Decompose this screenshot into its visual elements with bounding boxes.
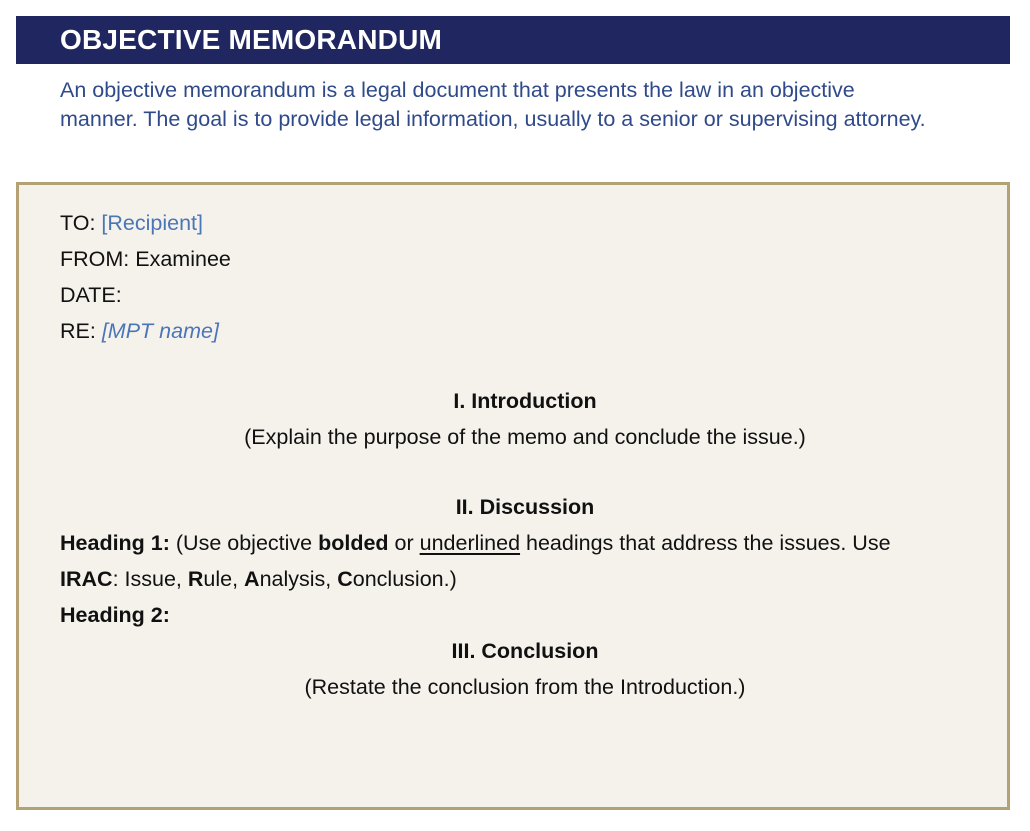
heading1-label: Heading 1:: [60, 531, 170, 555]
from-label: FROM:: [60, 247, 136, 271]
intro-paragraph: [60, 76, 1020, 134]
irac-c: C: [337, 567, 353, 591]
date-label: DATE:: [60, 283, 122, 307]
irac-r: R: [187, 567, 204, 591]
re-label: RE:: [60, 319, 102, 343]
conclusion-heading: III. Conclusion: [451, 639, 599, 663]
irac-a: A: [244, 567, 260, 591]
discussion-heading: II. Discussion: [455, 495, 595, 519]
irac-issue: : Issue,: [112, 567, 188, 591]
spacer: [60, 349, 990, 383]
bolded-word: bolded: [318, 531, 389, 555]
memo-template-box: [16, 182, 1010, 810]
heading1-text-b: or: [388, 531, 420, 555]
discussion-heading1-line: [60, 525, 990, 561]
intro-line-1: An objective memorandum is a legal document that presents the law in an objective: [60, 78, 855, 102]
introduction-instructions: (Explain the purpose of the memo and conclude the issue.): [244, 425, 806, 449]
heading2-label: Heading 2:: [60, 603, 170, 627]
introduction-heading: I. Introduction: [453, 389, 597, 413]
spacer: [60, 455, 990, 489]
irac-rule: ule,: [203, 567, 245, 591]
irac-line: [60, 561, 990, 597]
memo-re-line: [60, 313, 990, 349]
memo-date-line: [60, 277, 990, 313]
memo-from-line: [60, 241, 990, 277]
heading1-text-a: (Use objective: [169, 531, 319, 555]
underlined-word: underlined: [419, 531, 521, 555]
memo-to-line: [60, 205, 990, 241]
intro-line-2: manner. The goal is to provide legal information, usually to a senior or supervising attorney.: [60, 107, 926, 131]
page-title: OBJECTIVE MEMORANDUM: [60, 24, 443, 55]
re-mpt-name-placeholder: [MPT name]: [101, 319, 219, 343]
memo-content: [60, 205, 990, 705]
to-label: TO:: [60, 211, 102, 235]
irac-label: IRAC: [60, 567, 113, 591]
irac-conclusion: onclusion.): [352, 567, 457, 591]
to-recipient-placeholder: [Recipient]: [101, 211, 204, 235]
from-value: Examinee: [135, 247, 231, 271]
irac-analysis: nalysis,: [259, 567, 338, 591]
heading1-text-c: headings that address the issues. Use: [520, 531, 891, 555]
header-banner: [16, 16, 1010, 64]
conclusion-instructions: (Restate the conclusion from the Introduction.): [304, 675, 746, 699]
